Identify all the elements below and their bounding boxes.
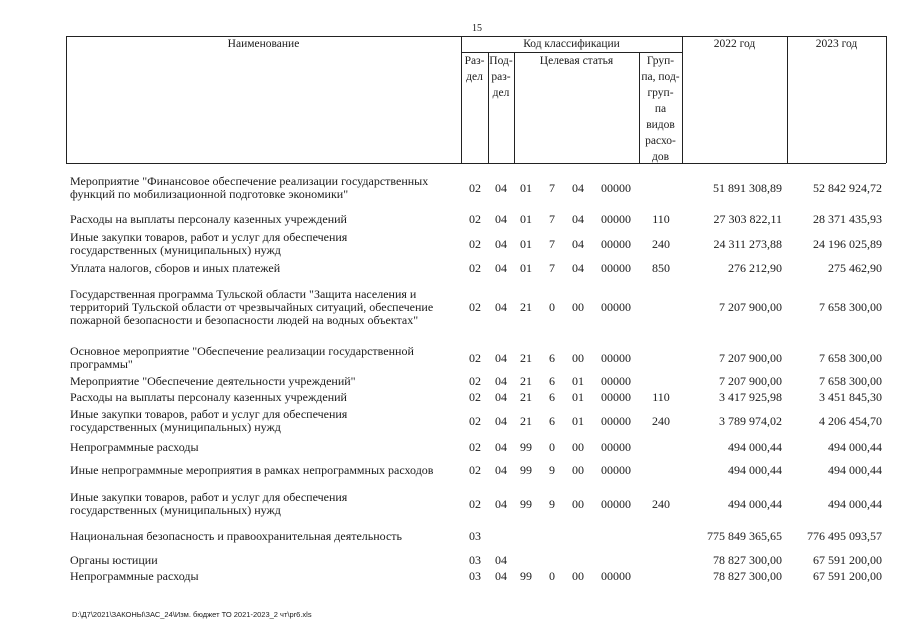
row-amount-2022: 7 207 900,00: [719, 374, 782, 388]
row-code-pr: 04: [495, 413, 507, 428]
row-code-pr: 04: [495, 180, 507, 195]
row-code-c3: 04: [572, 261, 584, 275]
header-name: Наименование: [227, 38, 300, 50]
row-name: Мероприятие "Обеспечение деятельности учреждений": [70, 374, 356, 388]
row-amount-2023: 67 591 200,00: [813, 569, 882, 583]
row-code-c2: 7: [549, 236, 555, 251]
row-amount-2023: 4 206 454,70: [819, 413, 882, 428]
row-amount-2022: 775 849 365,65: [707, 529, 782, 543]
row-code-c3: 04: [572, 180, 584, 195]
row-code-rz: 02: [469, 463, 481, 477]
row-code-pr: 04: [495, 440, 507, 454]
row-code-c2: 6: [549, 413, 555, 428]
row-name: Уплата налогов, сборов и иных платежей: [70, 261, 281, 275]
row-code-c4: 00000: [601, 236, 631, 251]
row-code-pr: 04: [495, 463, 507, 477]
row-code-c1: 01: [520, 180, 532, 195]
row-code-c2: 9: [549, 496, 555, 511]
row-code-c4: 00000: [601, 261, 631, 275]
row-name: государственных (муниципальных) нужд: [70, 243, 281, 257]
row-code-c3: 01: [572, 390, 584, 404]
row-code-c4: 00000: [601, 350, 631, 365]
row-code-rz: 02: [469, 390, 481, 404]
row-amount-2023: 67 591 200,00: [813, 553, 882, 567]
row-amount-2023: 28 371 435,93: [813, 212, 882, 226]
row-code-c1: 01: [520, 212, 532, 226]
row-code-rz: 02: [469, 496, 481, 511]
row-code-c4: 00000: [601, 496, 631, 511]
row-amount-2023: 494 000,44: [828, 463, 882, 477]
row-name: Непрограммные расходы: [70, 569, 199, 583]
row-amount-2022: 494 000,44: [728, 440, 782, 454]
row-code-c2: 7: [549, 180, 555, 195]
row-code-rz: 02: [469, 413, 481, 428]
row-code-c4: 00000: [601, 569, 631, 583]
row-amount-2022: 24 311 273,88: [713, 236, 782, 251]
row-code-rz: 03: [469, 529, 481, 543]
row-amount-2023: 24 196 025,89: [813, 236, 882, 251]
row-code-c2: 0: [549, 569, 555, 583]
row-code-rz: 02: [469, 300, 481, 314]
row-amount-2023: 776 495 093,57: [807, 529, 882, 543]
row-code-c3: 01: [572, 374, 584, 388]
row-code-vr: 110: [652, 212, 670, 226]
header-code-group: Код классификации: [523, 38, 620, 50]
row-code-c1: 99: [520, 440, 532, 454]
row-code-c2: 0: [549, 440, 555, 454]
row-amount-2022: 276 212,90: [728, 261, 782, 275]
row-amount-2022: 27 303 822,11: [713, 212, 782, 226]
row-code-c3: 04: [572, 236, 584, 251]
row-amount-2023: 7 658 300,00: [819, 300, 882, 314]
row-code-pr: 04: [495, 374, 507, 388]
row-amount-2022: 78 827 300,00: [713, 553, 782, 567]
row-name: пожарной безопасности и безопасности людей на водных объектах": [70, 313, 419, 327]
row-code-pr: 04: [495, 553, 507, 567]
row-amount-2023: 275 462,90: [828, 261, 882, 275]
row-name: Органы юстиции: [70, 553, 158, 567]
footer-file-path: D:\Д7\2021\ЗАКОНЫ\ЗАС_24\Изм. бюджет ТО 2021-2023_2 чт\pr6.xls: [72, 610, 312, 619]
row-amount-2022: 7 207 900,00: [719, 300, 782, 314]
row-amount-2022: 78 827 300,00: [713, 569, 782, 583]
row-amount-2023: 7 658 300,00: [819, 350, 882, 365]
row-code-c2: 0: [549, 300, 555, 314]
row-code-c1: 21: [520, 300, 532, 314]
row-name: Иные непрограммные мероприятия в рамках непрограммных расходов: [70, 463, 434, 477]
row-code-pr: 04: [495, 212, 507, 226]
row-amount-2023: 7 658 300,00: [819, 374, 882, 388]
row-name: функций по мобилизационной подготовке экономики": [70, 187, 349, 201]
row-code-rz: 02: [469, 261, 481, 275]
row-amount-2022: 494 000,44: [728, 463, 782, 477]
row-code-c4: 00000: [601, 440, 631, 454]
row-code-c2: 6: [549, 390, 555, 404]
page-number: 15: [472, 23, 482, 34]
row-amount-2023: 52 842 924,72: [813, 180, 882, 195]
row-code-c1: 99: [520, 463, 532, 477]
row-code-pr: 04: [495, 569, 507, 583]
row-code-rz: 02: [469, 440, 481, 454]
row-code-c4: 00000: [601, 180, 631, 195]
row-code-c4: 00000: [601, 374, 631, 388]
header-razdel: Раз- дел: [464, 55, 485, 83]
row-code-c1: 21: [520, 350, 532, 365]
row-code-pr: 04: [495, 236, 507, 251]
row-code-c3: 00: [572, 350, 584, 365]
row-code-vr: 240: [652, 413, 670, 428]
row-amount-2023: 3 451 845,30: [819, 390, 882, 404]
row-code-c3: 00: [572, 496, 584, 511]
header-expense-type: Груп- па, под- груп- па видов расхо- дов: [641, 55, 680, 163]
row-code-c4: 00000: [601, 413, 631, 428]
row-code-c1: 21: [520, 374, 532, 388]
row-name: Иные закупки товаров, работ и услуг для обеспечения: [70, 407, 348, 421]
row-code-pr: 04: [495, 300, 507, 314]
row-name: программы": [70, 357, 133, 371]
row-amount-2022: 494 000,44: [728, 496, 782, 511]
row-code-c1: 99: [520, 496, 532, 511]
row-code-c3: 00: [572, 463, 584, 477]
row-code-c2: 6: [549, 350, 555, 365]
row-code-c4: 00000: [601, 212, 631, 226]
header-target-article: Целевая статья: [539, 55, 614, 67]
row-code-rz: 03: [469, 553, 481, 567]
row-code-vr: 850: [652, 261, 670, 275]
row-code-rz: 02: [469, 350, 481, 365]
row-name: Государственная программа Тульской области "Защита населения и: [70, 287, 417, 301]
row-code-rz: 02: [469, 236, 481, 251]
row-code-c4: 00000: [601, 390, 631, 404]
row-amount-2022: 3 789 974,02: [719, 413, 782, 428]
row-code-vr: 110: [652, 390, 670, 404]
row-amount-2022: 51 891 308,89: [713, 180, 782, 195]
row-code-c3: 00: [572, 569, 584, 583]
header-year-2022: 2022 год: [713, 38, 756, 50]
row-code-rz: 02: [469, 180, 481, 195]
row-name: Национальная безопасность и правоохранительная деятельность: [70, 529, 403, 543]
row-code-rz: 02: [469, 374, 481, 388]
row-code-c1: 01: [520, 236, 532, 251]
row-code-rz: 03: [469, 569, 481, 583]
row-code-c1: 21: [520, 413, 532, 428]
row-code-c2: 6: [549, 374, 555, 388]
row-amount-2022: 3 417 925,98: [719, 390, 782, 404]
row-name: Основное мероприятие "Обеспечение реализации государственной: [70, 344, 414, 358]
header-year-2023: 2023 год: [815, 38, 858, 50]
row-code-c3: 00: [572, 300, 584, 314]
row-name: территорий Тульской области от чрезвычайных ситуаций, обеспечение: [70, 300, 434, 314]
row-code-c2: 7: [549, 261, 555, 275]
row-name: государственных (муниципальных) нужд: [70, 420, 281, 434]
header-podrazdel: Под- раз- дел: [489, 55, 513, 99]
row-name: Мероприятие "Финансовое обеспечение реализации государственных: [70, 174, 429, 188]
row-code-vr: 240: [652, 236, 670, 251]
row-name: Иные закупки товаров, работ и услуг для обеспечения: [70, 230, 348, 244]
row-name: Иные закупки товаров, работ и услуг для обеспечения: [70, 490, 348, 504]
row-code-c4: 00000: [601, 463, 631, 477]
row-code-c3: 01: [572, 413, 584, 428]
row-amount-2022: 7 207 900,00: [719, 350, 782, 365]
row-code-pr: 04: [495, 261, 507, 275]
row-amount-2023: 494 000,44: [828, 440, 882, 454]
row-code-vr: 240: [652, 496, 670, 511]
row-code-pr: 04: [495, 390, 507, 404]
row-code-c1: 01: [520, 261, 532, 275]
row-name: Расходы на выплаты персоналу казенных учреждений: [70, 212, 347, 226]
row-code-rz: 02: [469, 212, 481, 226]
row-amount-2023: 494 000,44: [828, 496, 882, 511]
row-code-c3: 04: [572, 212, 584, 226]
row-code-c3: 00: [572, 440, 584, 454]
row-code-c2: 7: [549, 212, 555, 226]
row-name: государственных (муниципальных) нужд: [70, 503, 281, 517]
row-name: Непрограммные расходы: [70, 440, 199, 454]
row-code-c2: 9: [549, 463, 555, 477]
row-code-pr: 04: [495, 350, 507, 365]
row-code-pr: 04: [495, 496, 507, 511]
row-code-c4: 00000: [601, 300, 631, 314]
row-code-c1: 21: [520, 390, 532, 404]
row-code-c1: 99: [520, 569, 532, 583]
row-name: Расходы на выплаты персоналу казенных учреждений: [70, 390, 347, 404]
